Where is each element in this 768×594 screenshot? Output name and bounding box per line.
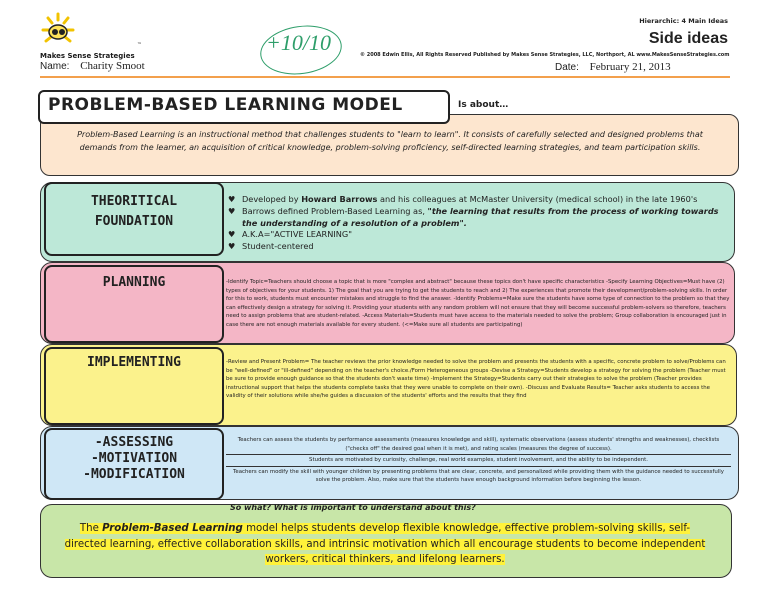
implementing-text: -Review and Present Problem= The teacher reviews the prior knowledge needed to solve the problem and presents the students with a specific, concrete problem to solve/Problems can be "well-defined" or "ill-defined" depending on the teacher's choice./Form Heterogeneous groups -Devise a Strategy=Students develop a strategy for solving the problem (Teacher must be sure to provide enough guidance so that the students don't waste time) -Implement the Strategy=Students carry out their strategies to solve the problem (Teacher provides instructional support that helps the students complete tasks that they were unable to complete on their own). -Discuss and Evaluate Results= Teacher asks students to access the validity of their solutions while she/he guides a discussion of the students' efforts and the results that they find xyxy=(226,359,726,400)
copyright-line: © 2008 Edwin Ellis, All Rights Reserved Published by Makes Sense Strategies, LLC, Northport, AL www.MakesSenseStrategies.com xyxy=(360,52,730,58)
planning-tab xyxy=(44,265,224,343)
conclusion-emph: Problem-Based Learning xyxy=(102,523,243,534)
assessing-text xyxy=(226,435,731,486)
about-text: Problem-Based Learning is an instructional method that challenges students to "learn to learn". It consists of carefully selected and designed problems that demands from the learner, an acquisition of critical knowledge, problem-solving proficiency, self-directed learning strategies, and team participation skills. xyxy=(77,130,703,152)
bullet-text: Developed by xyxy=(242,194,302,204)
conclusion-part: model helps students develop flexible knowledge, effective problem-solving skills, self-directed learning, effective collaboration skills, and intrinsic motivation which all encourage students to become independent workers, critical thinkers, and lifelong learners. xyxy=(64,523,706,565)
bullet-text: and his colleagues at McMaster University (medical school) in the late 1960's xyxy=(377,194,698,204)
grade-mark: +10/10 xyxy=(266,30,331,55)
date-label: Date: xyxy=(555,62,579,73)
trademark: ™ xyxy=(137,42,142,48)
planning-label: PLANNING xyxy=(102,275,166,290)
conclusion-part: The xyxy=(79,523,103,534)
date-value: February 21, 2013 xyxy=(589,61,671,73)
bullet-quote: "the learning that results from the process of working towards xyxy=(427,205,719,216)
list-item xyxy=(228,218,728,230)
page-title: PROBLEM-BASED LEARNING MODEL xyxy=(48,95,403,115)
foundation-tab xyxy=(44,182,224,256)
implementing-tab xyxy=(44,347,224,425)
heart-bullet-icon: ♥ xyxy=(228,205,236,216)
date-row xyxy=(555,61,671,73)
so-what-prompt: So what? What is important to understand about this? xyxy=(230,503,476,512)
side-ideas-title: Side ideas xyxy=(648,30,728,47)
foundation-label-2: FOUNDATION xyxy=(94,214,174,229)
bullet-text: A.K.A="ACTIVE LEARNING" xyxy=(242,229,353,240)
motivation-line: Students are motivated by curiosity, challenge, real world examples, student involvement, and the ability to be independent. xyxy=(226,455,731,467)
assessing-tab xyxy=(44,428,224,500)
implementing-label: IMPLEMENTING xyxy=(87,355,181,370)
bullet-quote: the understanding of a resolution of a problem". xyxy=(242,217,467,228)
name-value: Charity Smoot xyxy=(80,60,145,72)
bullet-emph: Howard Barrows xyxy=(301,194,378,204)
modification-label: -MODIFICATION xyxy=(83,467,185,482)
list-item xyxy=(228,241,728,253)
conclusion-text xyxy=(60,521,710,568)
assessing-label: -ASSESSING xyxy=(94,435,174,450)
bullet-text: Student-centered xyxy=(242,241,314,252)
is-about-label: Is about… xyxy=(458,100,509,110)
hierarchic-label: Hierarchic: 4 Main Ideas xyxy=(639,17,728,25)
foundation-label-1: THEORITICAL xyxy=(90,194,178,209)
list-item xyxy=(228,229,728,241)
foundation-bullets xyxy=(228,194,728,253)
name-row xyxy=(40,60,145,72)
name-label: Name: xyxy=(40,61,70,72)
heart-bullet-icon: ♥ xyxy=(228,194,236,204)
bullet-text: Barrows defined Problem-Based Learning as, xyxy=(242,205,428,216)
heart-bullet-icon: ♥ xyxy=(228,241,236,252)
list-item xyxy=(228,206,728,218)
motivation-label: -MOTIVATION xyxy=(90,451,178,466)
assess-line: Teachers can assess the students by performance assessments (measures knowledge and skill), systematic observations (assess students' strengths and weaknesses), checklists ("checks off" the desired goal when it is met), and rating scales (measures the degree of success). xyxy=(226,435,731,455)
heart-bullet-icon: ♥ xyxy=(228,229,236,240)
modification-line: Teachers can modify the skill with younger children by presenting problems that are clear, concrete, and personalized while providing them with the guidance needed to successfully solve the problem. Also, make sure that the students have enough background information before beginning the lesson. xyxy=(233,468,724,484)
planning-text: -Identify Topic=Teachers should choose a topic that is more "complex and abstract" because these topics don't have specific characteristics -Specify Learning Objectives=Must have (2) types of objectives for your students. 1) The goal that you are trying to get the students to reach and 2) The experiences that promote their development/problem-solving skills. In order for this to work, students must encounter mistakes and struggle to find the answer. -Identify Problems=Make sure the students have some type of connection to the problem so that they can effectively design a strategy for solving it. Providing your students with any random problem will not ensure that they will become successful problem-solvers so therefore, teachers need to assign problems that are student-related. -Access Materials=Students must have access to the materials needed to solve the problem; Group collaboration is encouraged just in case there are not enough materials available for every student. (<=Make sure all students are participating) xyxy=(226,279,730,328)
logo-text: Makes Sense Strategies xyxy=(40,52,135,60)
header-divider xyxy=(40,76,730,78)
list-item xyxy=(228,194,728,206)
